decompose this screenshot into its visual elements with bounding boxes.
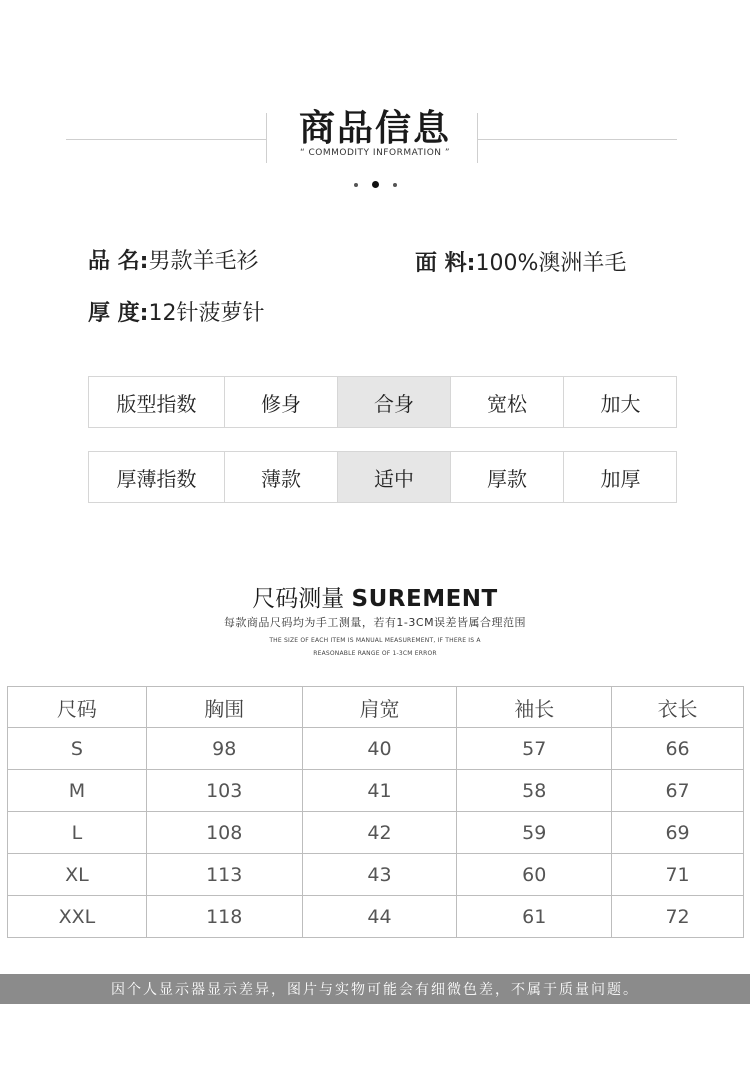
table-cell: S bbox=[8, 728, 147, 770]
info-key: 厚 度: bbox=[88, 301, 149, 326]
thickness-index-label: 厚薄指数 bbox=[89, 452, 225, 502]
table-cell: 108 bbox=[146, 812, 302, 854]
info-key: 面 料: bbox=[415, 251, 476, 276]
info-value: 12针菠萝针 bbox=[148, 301, 265, 326]
fit-index-label: 版型指数 bbox=[89, 377, 225, 427]
table-cell: 98 bbox=[146, 728, 302, 770]
size-section-title bbox=[0, 580, 750, 613]
info-material bbox=[415, 246, 626, 277]
dot bbox=[393, 183, 397, 187]
info-product-name bbox=[88, 244, 258, 275]
table-cell: 58 bbox=[457, 770, 612, 812]
table-cell: L bbox=[8, 812, 147, 854]
size-note-en-line1: THE SIZE OF EACH ITEM IS MANUAL MEASUREMENT, IF THERE IS A bbox=[269, 637, 481, 644]
size-table-header bbox=[8, 687, 744, 728]
table-cell: 71 bbox=[612, 854, 744, 896]
fit-option: 宽松 bbox=[451, 377, 564, 427]
header-cell: 衣长 bbox=[612, 687, 744, 728]
table-cell: 60 bbox=[457, 854, 612, 896]
header-cell: 肩宽 bbox=[302, 687, 457, 728]
thickness-index-table bbox=[88, 451, 677, 503]
fit-option-selected: 合身 bbox=[338, 377, 451, 427]
thickness-option: 加厚 bbox=[600, 466, 641, 491]
thickness-option: 薄款 bbox=[225, 452, 338, 502]
table-cell: 69 bbox=[612, 812, 744, 854]
table-cell: 40 bbox=[302, 728, 457, 770]
page-subtitle: “ COMMODITY INFORMATION ” bbox=[299, 148, 451, 158]
table-cell: 118 bbox=[146, 896, 302, 938]
fit-option: 修身 bbox=[225, 377, 338, 427]
dot bbox=[354, 183, 358, 187]
thickness-option: 厚款 bbox=[451, 452, 564, 502]
info-key: 品 名: bbox=[88, 249, 149, 274]
dots-indicator bbox=[0, 174, 750, 193]
table-row bbox=[8, 812, 744, 854]
size-note-en-line2: REASONABLE RANGE OF 1-3CM ERROR bbox=[313, 650, 437, 657]
table-row bbox=[8, 896, 744, 938]
table-cell: M bbox=[8, 770, 147, 812]
table-cell: 57 bbox=[457, 728, 612, 770]
size-note: 每款商品尺码均为手工测量，若有1-3CM误差皆属合理范围 bbox=[223, 616, 527, 629]
info-value: 男款羊毛衫 bbox=[148, 249, 259, 274]
page-title: 商品信息 bbox=[298, 108, 451, 149]
size-title-en: SUREMENT bbox=[351, 586, 498, 612]
footer-disclaimer: 因个人显示器显示差异，图片与实物可能会有细微色差，不属于质量问题。 bbox=[0, 974, 750, 1004]
table-cell: 42 bbox=[302, 812, 457, 854]
fit-index-table bbox=[88, 376, 677, 428]
size-table bbox=[7, 686, 744, 938]
table-cell: 41 bbox=[302, 770, 457, 812]
table-cell: 67 bbox=[612, 770, 744, 812]
dot-active bbox=[372, 181, 379, 188]
table-cell: 103 bbox=[146, 770, 302, 812]
fit-option: 加大 bbox=[600, 391, 641, 416]
table-cell: 61 bbox=[457, 896, 612, 938]
table-cell: XL bbox=[8, 854, 147, 896]
table-row bbox=[8, 770, 744, 812]
table-cell: 44 bbox=[302, 896, 457, 938]
table-cell: 43 bbox=[302, 854, 457, 896]
header-cell: 袖长 bbox=[457, 687, 612, 728]
table-cell: 59 bbox=[457, 812, 612, 854]
table-cell: 72 bbox=[612, 896, 744, 938]
table-row bbox=[8, 728, 744, 770]
table-cell: 113 bbox=[146, 854, 302, 896]
info-value: 100%澳洲羊毛 bbox=[475, 251, 627, 276]
size-title-cn: 尺码测量 bbox=[252, 586, 345, 612]
thickness-option-selected: 适中 bbox=[338, 452, 451, 502]
table-row bbox=[8, 854, 744, 896]
header-cell: 尺码 bbox=[8, 687, 147, 728]
header-cell: 胸围 bbox=[146, 687, 302, 728]
table-cell: 66 bbox=[612, 728, 744, 770]
info-thickness bbox=[88, 296, 264, 327]
table-cell: XXL bbox=[8, 896, 147, 938]
